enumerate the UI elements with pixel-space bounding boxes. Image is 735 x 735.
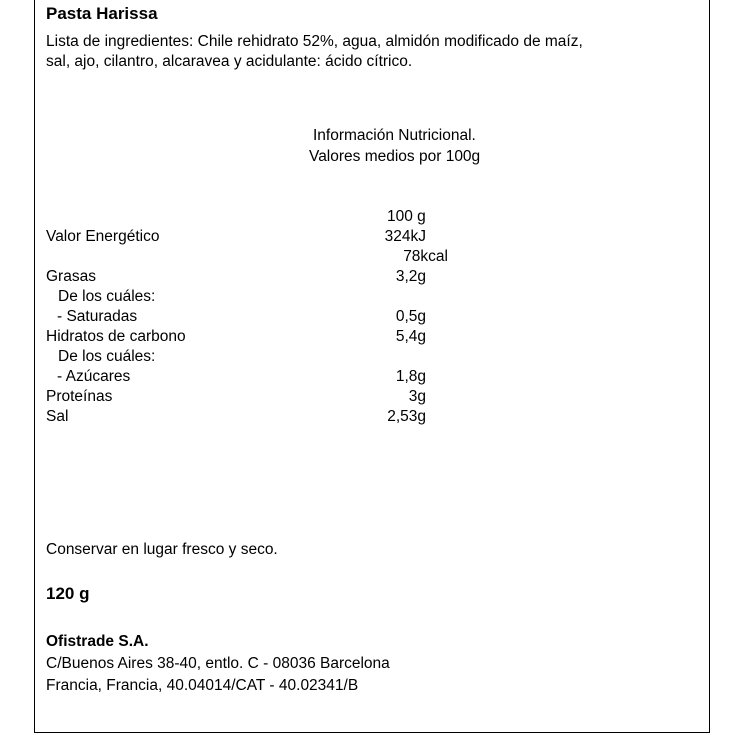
nutrition-subheading: Valores medios por 100g — [309, 148, 481, 165]
net-weight: 120 g — [46, 584, 90, 603]
row-label-fat: Grasas — [46, 268, 96, 285]
nutrition-heading: Información Nutricional. — [313, 127, 476, 144]
row-label-sugars: - Azúcares — [57, 368, 131, 385]
row-label-energy: Valor Energético — [46, 228, 160, 245]
storage-instructions: Conservar en lugar fresco y seco. — [46, 541, 278, 558]
row-value-salt: 2,53g — [387, 408, 426, 425]
row-label-protein: Proteínas — [46, 388, 113, 405]
row-value-energy-kj: 324kJ — [384, 228, 426, 245]
row-label-carbs: Hidratos de carbono — [46, 328, 186, 345]
product-title: Pasta Harissa — [46, 4, 158, 23]
row-label-of-which-2: De los cuáles: — [58, 348, 156, 365]
row-label-salt: Sal — [46, 408, 69, 425]
company-address: C/Buenos Aires 38-40, entlo. C - 08036 Barcelona — [46, 655, 390, 672]
row-value-sugars: 1,8g — [395, 368, 426, 385]
nutrition-column-header: 100 g — [387, 208, 426, 225]
row-value-protein: 3g — [408, 388, 426, 405]
row-label-saturated: - Saturadas — [57, 308, 138, 325]
row-value-energy-kcal: 78kcal — [403, 248, 448, 265]
company-registry: Francia, Francia, 40.04014/CAT - 40.02341/B — [46, 677, 359, 694]
row-value-saturated: 0,5g — [395, 308, 426, 325]
ingredients-line-1: Lista de ingredientes: Chile rehidrato 52%, agua, almidón modificado de maíz, — [46, 33, 583, 50]
row-label-of-which-1: De los cuáles: — [58, 288, 156, 305]
row-value-fat: 3,2g — [395, 268, 426, 285]
ingredients-line-2: sal, ajo, cilantro, alcaravea y acidulante: ácido cítrico. — [46, 53, 413, 70]
row-value-carbs: 5,4g — [395, 328, 426, 345]
company-name: Ofistrade S.A. — [46, 633, 149, 650]
